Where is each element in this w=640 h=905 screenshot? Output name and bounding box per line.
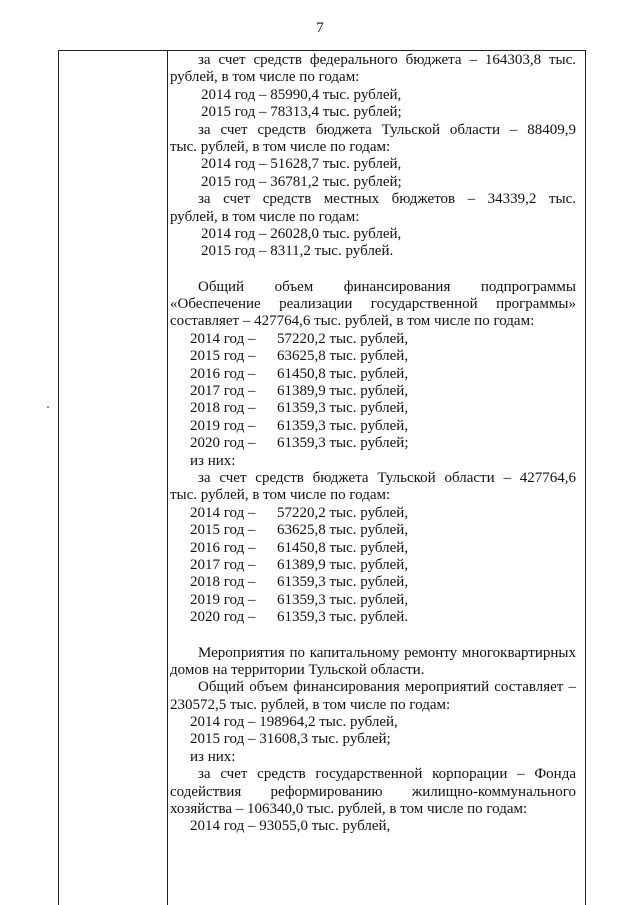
federal-year-2015: 2015 год – 78313,4 тыс. рублей; <box>201 104 402 121</box>
subprogram-line2: «Обеспечение реализации государственной программы» <box>170 296 576 313</box>
tula-year-2014: 2014 год – 51628,7 тыс. рублей, <box>201 156 402 173</box>
page-number: 7 <box>316 20 324 36</box>
year-label: 2017 год – <box>190 556 256 573</box>
subprogram-year-row <box>170 400 576 417</box>
year-amount: 61389,9 тыс. рублей, <box>277 383 409 400</box>
year-amount: 61359,3 тыс. рублей; <box>277 435 409 452</box>
subprogram-year-row <box>170 435 576 452</box>
repair-line1: Мероприятия по капитальному ремонту многоквартирных <box>198 644 576 661</box>
tula-year-row <box>170 592 576 609</box>
year-amount: 61389,9 тыс. рублей, <box>277 556 409 573</box>
subprogram-year-row <box>170 348 576 365</box>
tula-year-row <box>170 505 576 522</box>
tula-year-row <box>170 540 576 557</box>
financing-text <box>170 52 576 836</box>
year-label: 2020 год – <box>190 435 256 452</box>
year-label: 2018 год – <box>190 574 256 591</box>
year-label: 2016 год – <box>190 539 256 556</box>
subprogram-year-row <box>170 418 576 435</box>
year-amount: 61450,8 тыс. рублей, <box>277 365 409 382</box>
year-label: 2014 год – <box>190 330 256 347</box>
subprogram-tula-line2: тыс. рублей, в том числе по годам: <box>170 487 391 504</box>
year-amount: 61359,3 тыс. рублей, <box>277 591 409 608</box>
year-label: 2015 год – <box>190 522 256 539</box>
year-amount: 63625,8 тыс. рублей, <box>277 348 409 365</box>
year-amount: 61359,3 тыс. рублей. <box>277 609 409 626</box>
repair-line4: 230572,5 тыс. рублей, в том числе по годам: <box>170 696 451 713</box>
federal-year-2014: 2014 год – 85990,4 тыс. рублей, <box>201 86 402 103</box>
local-year-2014: 2014 год – 26028,0 тыс. рублей, <box>201 225 402 242</box>
tula-year-row <box>170 609 576 626</box>
subprogram-year-row <box>170 383 576 400</box>
repair-fund-year-2014: 2014 год – 93055,0 тыс. рублей, <box>190 818 391 835</box>
year-label: 2015 год – <box>190 348 256 365</box>
tula-year-row <box>170 574 576 591</box>
year-amount: 61359,3 тыс. рублей, <box>277 574 409 591</box>
local-year-2015: 2015 год – 8311,2 тыс. рублей. <box>201 243 394 260</box>
subprogram-year-row <box>170 331 576 348</box>
year-amount: 57220,2 тыс. рублей, <box>277 504 409 521</box>
local-intro-line1: за счет средств местных бюджетов – 34339,2 тыс. <box>198 191 576 208</box>
repair-fund-line1: за счет средств государственной корпорации – Фонда <box>198 766 576 783</box>
subprogram-year-row <box>170 366 576 383</box>
year-amount: 61450,8 тыс. рублей, <box>277 539 409 556</box>
year-amount: 61359,3 тыс. рублей, <box>277 400 409 417</box>
local-intro-line2: рублей, в том числе по годам: <box>170 208 360 225</box>
subprogram-of-them: из них: <box>190 452 236 469</box>
repair-line2: домов на территории Тульской области. <box>170 661 425 678</box>
federal-intro-line2: рублей, в том числе по годам: <box>170 69 360 86</box>
year-amount: 63625,8 тыс. рублей, <box>277 522 409 539</box>
year-label: 2014 год – <box>190 504 256 521</box>
column-divider <box>167 50 168 905</box>
tula-year-row <box>170 557 576 574</box>
repair-line3: Общий объем финансирования мероприятий составляет – <box>198 679 576 696</box>
tula-intro-line1: за счет средств бюджета Тульской области – 88409,9 <box>198 121 576 138</box>
year-label: 2016 год – <box>190 365 256 382</box>
repair-fund-line3: хозяйства – 106340,0 тыс. рублей, в том числе по годам: <box>170 801 528 818</box>
repair-fund-line2: содействия реформированию жилищно-коммунального <box>170 783 576 800</box>
subprogram-tula-line1: за счет средств бюджета Тульской области – 427764,6 <box>198 469 576 486</box>
repair-year-2014: 2014 год – 198964,2 тыс. рублей, <box>190 714 398 731</box>
subprogram-line1: Общий объем финансирования подпрограммы <box>198 278 576 295</box>
tula-intro-line2: тыс. рублей, в том числе по годам: <box>170 138 391 155</box>
repair-year-2015: 2015 год – 31608,3 тыс. рублей; <box>190 731 391 748</box>
year-label: 2017 год – <box>190 383 256 400</box>
subprogram-years <box>170 331 576 453</box>
year-amount: 57220,2 тыс. рублей, <box>277 330 409 347</box>
tula-year-row <box>170 522 576 539</box>
subprogram-tula-years <box>170 505 576 627</box>
year-label: 2020 год – <box>190 609 256 626</box>
repair-of-them: из них: <box>190 748 236 765</box>
scan-speck <box>47 406 49 408</box>
year-label: 2018 год – <box>190 400 256 417</box>
subprogram-line3: составляет – 427764,6 тыс. рублей, в том числе по годам: <box>170 313 535 330</box>
year-label: 2019 год – <box>190 417 256 434</box>
federal-intro-line1: за счет средств федерального бюджета – 164303,8 тыс. <box>198 52 576 68</box>
tula-year-2015: 2015 год – 36781,2 тыс. рублей; <box>201 173 402 190</box>
year-amount: 61359,3 тыс. рублей, <box>277 417 409 434</box>
year-label: 2019 год – <box>190 591 256 608</box>
